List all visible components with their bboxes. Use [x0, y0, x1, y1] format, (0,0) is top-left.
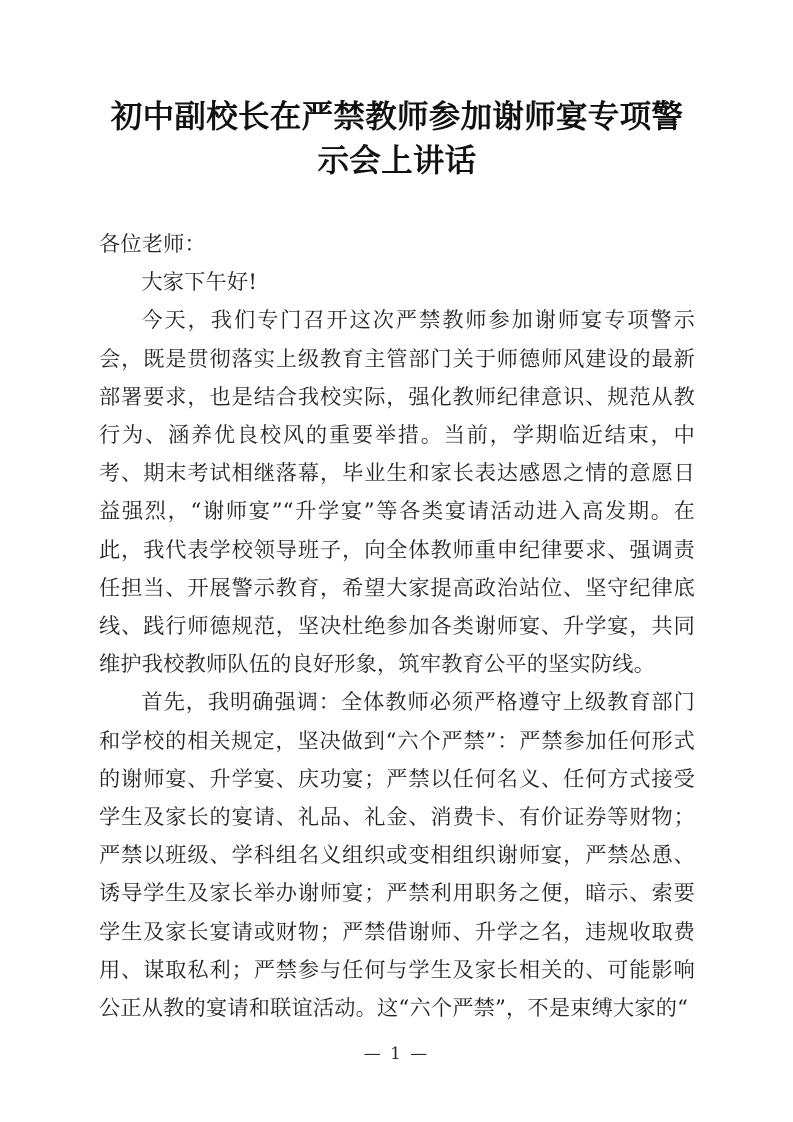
document-body: [99, 0, 695, 1027]
page-number-footer: — 1 —: [363, 1044, 430, 1064]
document-text-block: [99, 225, 695, 1027]
paragraph-six-prohibitions: 首先，我明确强调：全体教师必须严格遵守上级教育部门和学校的相关规定，坚决做到“六个严禁”：严禁参加任何形式的谢师宴、升学宴、庆功宴；严禁以任何名义、任何方式接受学生及家长的宴请、礼品、礼金、消费卡、有价证券等财物；严禁以班级、学科组名义组织或变相组织谢师宴，严禁怂恿、诱导学生及家长举办谢师宴；严禁利用职务之便，暗示、索要学生及家长宴请或财物；严禁借谢师、升学之名，违规收取费用、谋取私利；严禁参与任何与学生及家长相关的、可能影响公正从教的宴请和联谊活动。这“六个严禁”，不是束缚大家的“: [99, 689, 695, 1021]
salutation: 各位老师：: [99, 231, 206, 256]
document-title: 初中副校长在严禁教师参加谢师宴专项警示会上讲话: [110, 98, 684, 179]
paragraph-opening: 今天，我们专门召开这次严禁教师参加谢师宴专项警示会，既是贯彻落实上级教育主管部门关于师德师风建设的最新部署要求，也是结合我校实际，强化教师纪律意识、规范从教行为、涵养优良校风的重要举措。当前，学期临近结束，中考、期末考试相继落幕，毕业生和家长表达感恩之情的意愿日益强烈，“谢师宴”“升学宴”等各类宴请活动进入高发期。在此，我代表学校领导班子，向全体教师重申纪律要求、强调责任担当、开展警示教育，希望大家提高政治站位、坚守纪律底线、践行师德规范，坚决杜绝参加各类谢师宴、升学宴，共同维护我校教师队伍的良好形象，筑牢教育公平的坚实防线。: [99, 307, 695, 677]
paragraph-greeting: 大家下午好!: [141, 269, 258, 295]
